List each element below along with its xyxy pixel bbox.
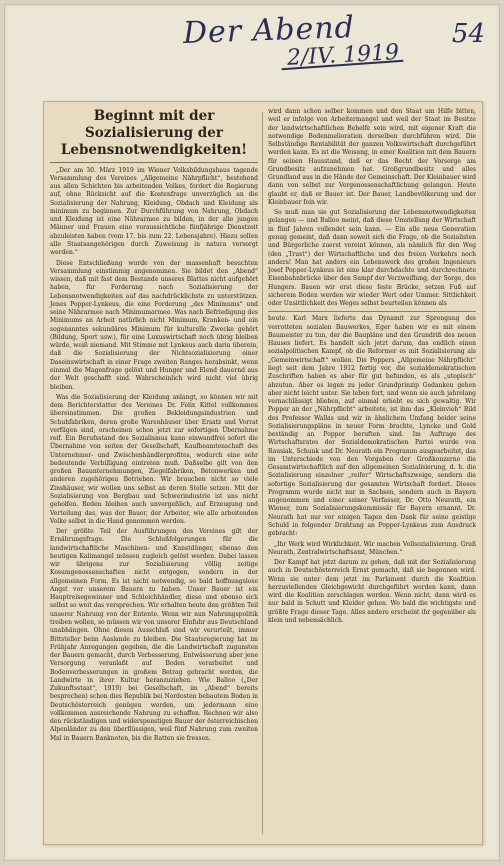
section-rule xyxy=(268,311,476,312)
column-divider xyxy=(262,112,263,834)
handwritten-publication-title: Der Abend xyxy=(182,10,356,51)
article-paragraph: heute. Karl Marx lieferte das Dynamit zur Sprengung des verrotteten sozialen Bauwerkes, Eger haben wir es mit einem Baumeister zu tun, der die Baupläne und den Grundriß des neuen Hauses liefert. Es handelt sich jetzt darum, das endlich einen sozialpolitischen Kampf, ob die Reformer es mit Sozialisierung als „Gemeinwirtschaft“ wollen. Die Poppers „Allgemeine Nährpflicht“ liegt seit dem Jahre 1912 fertig vor, die sozialdemokratischen Zuschriften haben es aber für gut befunden, es als „utopisch“ abzutun. Aber es legen zu jeder Grundprinzip Gedanken gehen aber nicht leicht unter. Sie leben fort, und wenn sie auch jahrelang vernachlässigt blieben, auf einmal erhebt es sich gewaltig. Wir Popper an der „Nährpflicht“ arbeitete, ist ihm das „Kleinvieh“ Bild des Professor Wallas und wir in ähnlichem Umfang beider seine Sozialisierungspläne in neuer Form brachte, Lyncke und Gold beständig an Popper beruften sind. Im Auftrage des Wirtschaftsrates der Sozialdemokratischen Partei wurde von Rausiak, Schunk und Dr. Neurath ein Programm ausgearbeitet, das im Unterschiede von den Vorgaben der Großkonzerne die Gesamtwirtschaftlich auf den allgemeinen Sozialisierung, d. h. die Sozialisierung einzelner „reifer“ Wirtschaftszweige, sondern die sofortige Sozialisierung der gesamten Wirtschaft fordert. Dieses Programm wurde nicht nur in Sachsen, sondern auch in Bayern angenommen und einer seiner Verfasser, Dr. Otto Neurath, ein Wiener, zum Sozialisierungskommissär für Bayern ernannt. Dr. Neurath hat nur vor einigen Tagen den Dank für seine geistige Schuld in folgender Drahtung an Popper-Lynkeus zum Ausdruck gebracht: xyxy=(268,315,476,538)
article-paragraph: Was die Sozialisierung der Kleidung anlangt, so können wir mit dem Berichterstatter des Vereines Dr. Felix Kittel vollkommen übereinstimmen. Die großen Bekleidungsindustrien und Schuhfabriken, deren große Warenhäuser über Ersatz und Vorrat verfügen sind, erscheinen schon jetzt zur sofortigen Übernahme reif. Ein Berufsstand des Sozialismus kann einwandfrei sofort die Übernahme von seiten der Gesellschaft, Kaufbeamtenschaft des Unternehmer- und Zwischenhändlerprofites, wodurch eine sehr bedeutende Verbilligung eintreten muß. Daßselbe gilt von den großen Bauunternehmungen, Ziegelfabriken, Betonwerken und anderen zugehörigen Betrieben. Wir brauchen nicht so viele Zinshäuser, wir wollen uns selbst an deren Stelle setzen. Mit der Sozialisierung von Bergbau und Schwerindustrie ist uns nicht geholfen. Reden bleiben auch unvergeßlich, auf Erzeugung und Verteilung das, was der Bauer, der Arbeiter, wie alle arbeitenden Volke selbst in die Hand genommen werden. xyxy=(50,393,258,525)
newspaper-clipping xyxy=(43,101,483,845)
article-paragraph: Der größte Teil der Ausführungen des Vereines gilt der Ernährungsfrage. Die Schlußfolgerungen für die landwirtschaftliche Maschinen- und Kunstdünger, ebenso den heutigen Kalimangel müssen zugleich gelöst werden. Dabei lassen wir übrigens zur Sozialisierung völlig zeitige Kosumgenossenschaften nicht entgegen, sondern in der allgemeinen Form. Es ist nicht notwendig, so bald hoffnungslose Angst vor unserem Bauern zu haben. Unser Bauer ist ein Hauptreisegewinner und Schleichhändler, diese und ebenso sich selbst so weit das versprechen. Wir erhalten heute den größten Teil unserer Nahrung von der Entente. Wenn wir nun Nahrungspolitik treiben wollen, so müssen wir von unserer Einfuhr aus Deutschland unabhängen. Ohne diesen Ausschluß sind wir verurteilt, immer Bittsteller beim Auslande zu bleiben. Die Staatsregierung hat im Frühjahr Anregungen gegeben, die die Landwirtschaft zugunsten der Bauern gemacht, durch Verbesserung, Entwässerung aber jene Versorgung veranlaßt auf Boden verarbeitet und Bodenverbesserungen in großem Betrag gebracht werden, die Landwirte in ihrer Kultur heranzuziehen. Wie Balloo („Der Zukunftsstaat“, 1919) bei Gesellschaft, im „Abend“ bereits besprochen) schon dies Republik bei Nordosten bebautem Boden in Deutschösterreich genügen werden, um jedermann eine vollkommen ausreichende Nahrung zu schaffen. Rechnen wir also den rückständigen und widerspenstigen Bauer der österreichischen Alpenländer zu den überflüssigen, weil fünf Nahrung zum zweiten Mal in Bauern Banknoten, bis die Ratten sie fressen. xyxy=(50,528,258,742)
archive-card xyxy=(4,4,500,861)
article-paragraph: „Der am 30. März 1919 im Wiener Volksbildungshaus tagende Versammlung des Vereines „Allgemeine Nährpflicht“, bestehend aus allen Schichten bis arbeitenden Volkes, fordert die Regierung auf, ohne Rücksicht auf die Kostenfrage unverzüglich an die Sozialisierung der Nahrung, Kleidung, Obdach und Kleidung als minimum zu beginnen. Zur Durchführung von Nahrung, Obdach und Kleidung ist eine Nährarmee zu bilden, in der alle jungen Männer und Frauen eine voraussichtliche fünfjährige Dienstzeit abzuleisten haben (vom 17. bis zum 22. Lebensjahre). Hiezu sollen alle Staatsangehörigen durch Zuweisung in natura versorgt werden.“ xyxy=(50,166,258,257)
article-paragraph: wird dann schon selber kommen und den Staat um Hilfe bitten, weil er infolge von Arbeitermangel und weil der Staat im Besitze der landwirtschaftlichen Behelfe sein wird, mit eigener Kraft die notwendige Bodenmelioration derselben durchführen wird. Die Selbständige Rentabilität der ganzen Volkswirtschaft durchgeführt werden kann. Es ist die Weisung, in einer Koalition mit dem Bauern für seinen Hausstand, daß er das Recht der Vorsorge am Grundbesitz aufzunehmen hat. Großgrundbesitz und alles Grundland aus in die Hände der Gemeinschaft. Der Kleinbauer wird dann von selbst zur Vergenossenschaftlichung gelangen. Heute glaubt er, daß er Bauer ist. Der Bauer, Landbevölkerung und der Kleinbauer fein wir. xyxy=(268,108,476,206)
article-paragraph: Diese Entschließung wurde von der massenhaft besuchten Versammlung einstimmig angenommen. Sie bildet den „Abend“ wissen, daß mit fast dem Bestande unseres Blattes nicht aufgehört haben, für Forderung nach Sozialisierung der Lebensnotwendigkeiten auf das nachdrücklichste zu unterstützen. Jenes Popper-Lynkeus, die eine Forderung „des Minimums“ und seine Nährarmee nach Minimumarmee. Was nach Befriedigung des Minimums an Arbeit natürlich nicht Minimum, Kranken- und ein sogenanntes sekundäres Minimum für kulturelle Zwecke gehört (Bildung, Sport usw.), für eine Luxuswirtschaft noch übrig bleiben würde, weiß niemand. Mit Stimme mit Lynkeus auch darin überein, daß die Sozialisierung der Nichtsozialisierung einer Daseinswirtschaft in einer Frage zweiten Ranges herabsinkt, wenn einmal die Magenfrage gelöst und Hunger und Elend dauernd aus der Welt geschafft sind. Wahrscheinlich wird nicht viel übrig bleiben. xyxy=(50,259,258,391)
telegram-quote: „Ihr Werk wird Wirklichkeit. Wir machen Vollsozialisierung. Gruß Neurath, Zentralwirtschaftsamt, München.“ xyxy=(268,540,476,556)
article-column-left xyxy=(50,108,258,745)
article-paragraph: Der Kampf hat jetzt darum zu gehen, daß mit der Sozialisierung auch in Deutschösterreich Ernst gemacht, daß sie begonnen wird. Wenn sie unter dem jetzt im Parlament durch die Koalition herzustellenden Gleichgewicht durchgeführt werden kann, dann wird die Koalition zerschlagen werden. Wenn nicht, dann wird es nur bald in Schutt und Kleider gehen. Wo bald die wichtigste und größte Frage dieser Tage. Alles andere erscheint ihr gegenüber als klein und nebensächlich. xyxy=(268,559,476,624)
article-headline: Beginnt mit der Sozialisierung der Lebensnotwendigkeiten! xyxy=(50,108,258,163)
handwritten-archive-number: 54 xyxy=(451,19,485,49)
article-paragraph: So muß man sie gut Sozialisierung der Lebensnotwendigkeiten gelangen — und Balloo meint, daß diese Umstellung der Wirtschaft in fünf Jahren vollendet sein kann. — Ein alle neue Generation genug gemeint, daß dann soweit sich die Frage, ob die Sozialisten und Bürgerliche zuerst vereint können, als nämlich für den Weg (den „Trust“) der Wirtschaftliche und des freien Verkehrs noch anders! Man hat anders ein Lebenswerk des großen Ingenieurs Josef Popper-Lynkeus ist eine klar durchdachte und durchrechnete Eisenbahnbrücke über den Sumpf der Verzweiflung, der Sorge, des Hungers. Bauen wir erst diese feste Brücke, setzen Fuß auf sicherem Boden werden wir wieder Wert oder Ummer. Sittlichkeit oder Unsittlichkeit des Weges selbst beurteilen können als xyxy=(268,209,476,308)
handwritten-date: 2/IV. 1919 xyxy=(286,40,400,71)
article-column-right xyxy=(268,108,476,627)
